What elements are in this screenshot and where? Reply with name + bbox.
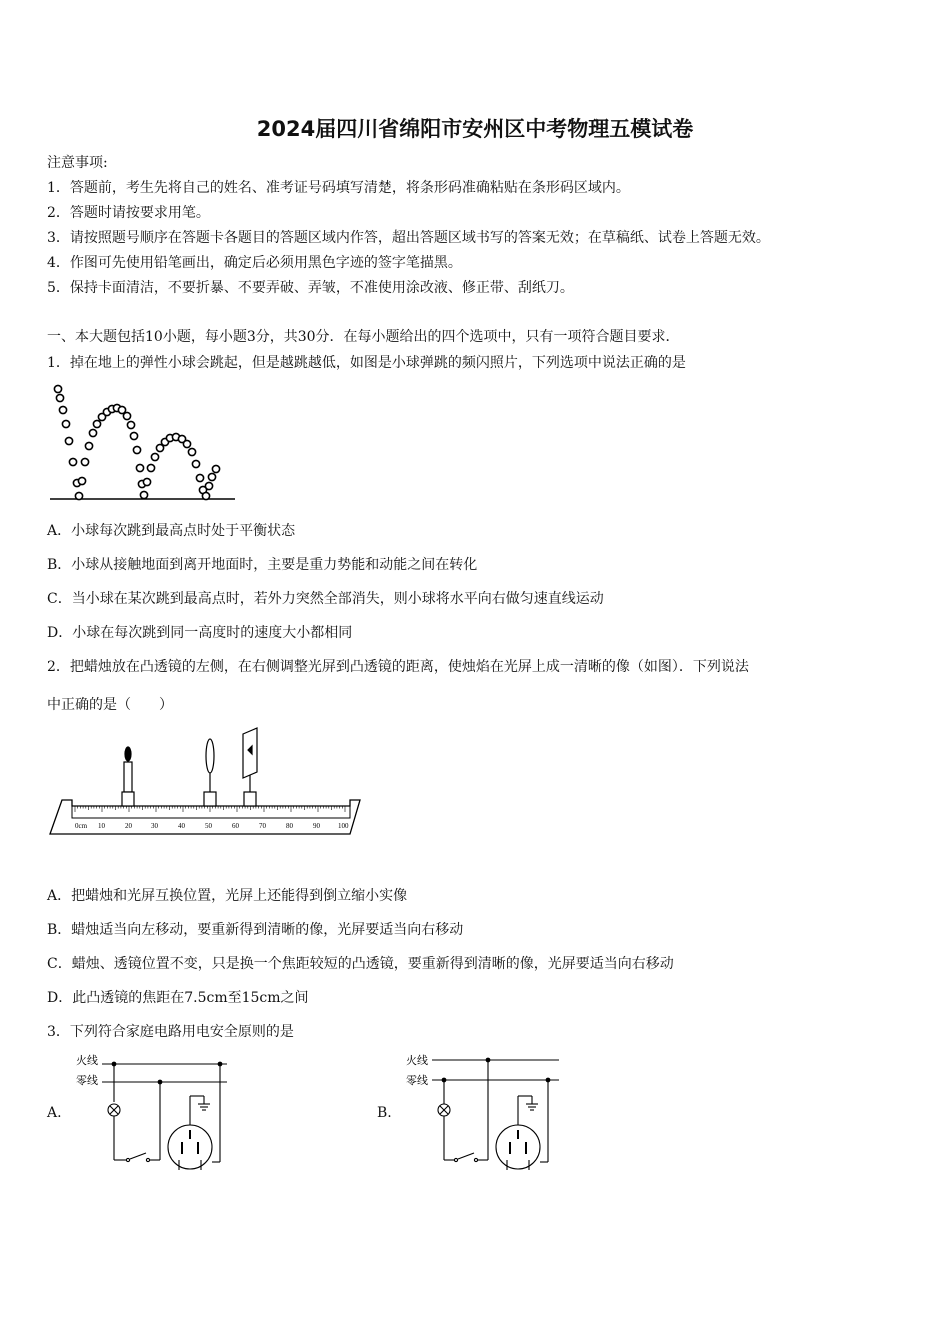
convex-lens [204, 739, 216, 806]
tick-label: 40 [178, 822, 185, 830]
tick-label: 0cm [75, 822, 88, 830]
tick-label: 100 [338, 822, 349, 830]
switch-icon [454, 1158, 457, 1161]
notice-item: 5．保持卡面清洁，不要折暴、不要弄破、弄皱，不准使用涂改液、修正带、刮纸刀。 [47, 280, 574, 296]
tick-label: 60 [232, 822, 239, 830]
q2-option-a: A．把蜡烛和光屏互换位置，光屏上还能得到倒立缩小实像 [47, 888, 408, 904]
page-title: 2024届四川省绵阳市安州区中考物理五模试卷 [256, 117, 694, 141]
optical-bench-figure [45, 722, 365, 842]
ruler-ticks [75, 806, 345, 812]
question-2-stem-cont: 中正确的是（ ） [47, 697, 173, 713]
live-wire-label: 火线 [406, 1054, 428, 1067]
notice-heading: 注意事项: [47, 155, 108, 171]
tick-label: 70 [259, 822, 266, 830]
candle-flame [125, 747, 131, 761]
question-3-stem: 3．下列符合家庭电路用电安全原则的是 [47, 1024, 294, 1040]
circuit-b-figure [404, 1050, 564, 1175]
notice-item: 4．作图可先使用铅笔画出，确定后必须用黑色字迹的签字笔描黑。 [47, 255, 462, 271]
circuit-a-figure [72, 1050, 232, 1175]
notice-item: 2．答题时请按要求用笔。 [47, 205, 210, 221]
tick-label: 10 [98, 822, 105, 830]
q1-option-a: A．小球每次跳到最高点时处于平衡状态 [47, 523, 296, 539]
notice-item: 1．答题前，考生先将自己的姓名、准考证号码填写清楚，将条形码准确粘贴在条形码区域内。 [47, 180, 630, 196]
notice-item: 3．请按照题号顺序在答题卡各题目的答题区域内作答，超出答题区域书写的答案无效；在草稿纸、试卷上答题无效。 [47, 230, 770, 246]
neutral-wire-label: 零线 [76, 1074, 98, 1087]
tick-label: 50 [205, 822, 212, 830]
live-wire-label: 火线 [76, 1054, 98, 1067]
q1-option-d: D．小球在每次跳到同一高度时的速度大小都相同 [47, 625, 353, 641]
tick-label: 30 [151, 822, 158, 830]
q2-option-d: D．此凸透镜的焦距在7.5cm至15cm之间 [47, 990, 309, 1006]
tick-label: 80 [286, 822, 293, 830]
question-1-stem: 1．掉在地上的弹性小球会跳起，但是越跳越低，如图是小球弹跳的频闪照片，下列选项中说法正确的是 [47, 355, 686, 371]
candle [122, 747, 134, 806]
ball-images [54, 385, 219, 499]
q1-option-b: B．小球从接触地面到离开地面时，主要是重力势能和动能之间在转化 [47, 557, 478, 573]
ruler-scale [72, 806, 350, 818]
switch-icon [126, 1158, 129, 1161]
q2-option-c: C．蜡烛、透镜位置不变，只是换一个焦距较短的凸透镜，要重新得到清晰的像，光屏要适当向右移动 [47, 956, 674, 972]
question-2-stem: 2．把蜡烛放在凸透镜的左侧，在右侧调整光屏到凸透镜的距离，使烛焰在光屏上成一清晰的像（如图）．下列说法 [47, 659, 749, 675]
q2-option-b: B．蜡烛适当向左移动，要重新得到清晰的像，光屏要适当向右移动 [47, 922, 464, 938]
ruler-labels [75, 822, 349, 830]
section-heading: 一、本大题包括10小题，每小题3分，共30分．在每小题给出的四个选项中，只有一项符合题目要求． [47, 329, 680, 345]
q3-option-a-label: A. [47, 1105, 62, 1121]
tick-label: 90 [313, 822, 320, 830]
tick-label: 20 [125, 822, 132, 830]
neutral-wire-label: 零线 [406, 1074, 428, 1087]
q1-option-c: C．当小球在某次跳到最高点时，若外力突然全部消失，则小球将水平向右做匀速直线运动 [47, 591, 604, 607]
light-screen [243, 728, 257, 806]
bouncing-ball-figure [45, 380, 245, 505]
q3-option-b-label: B. [377, 1105, 392, 1121]
